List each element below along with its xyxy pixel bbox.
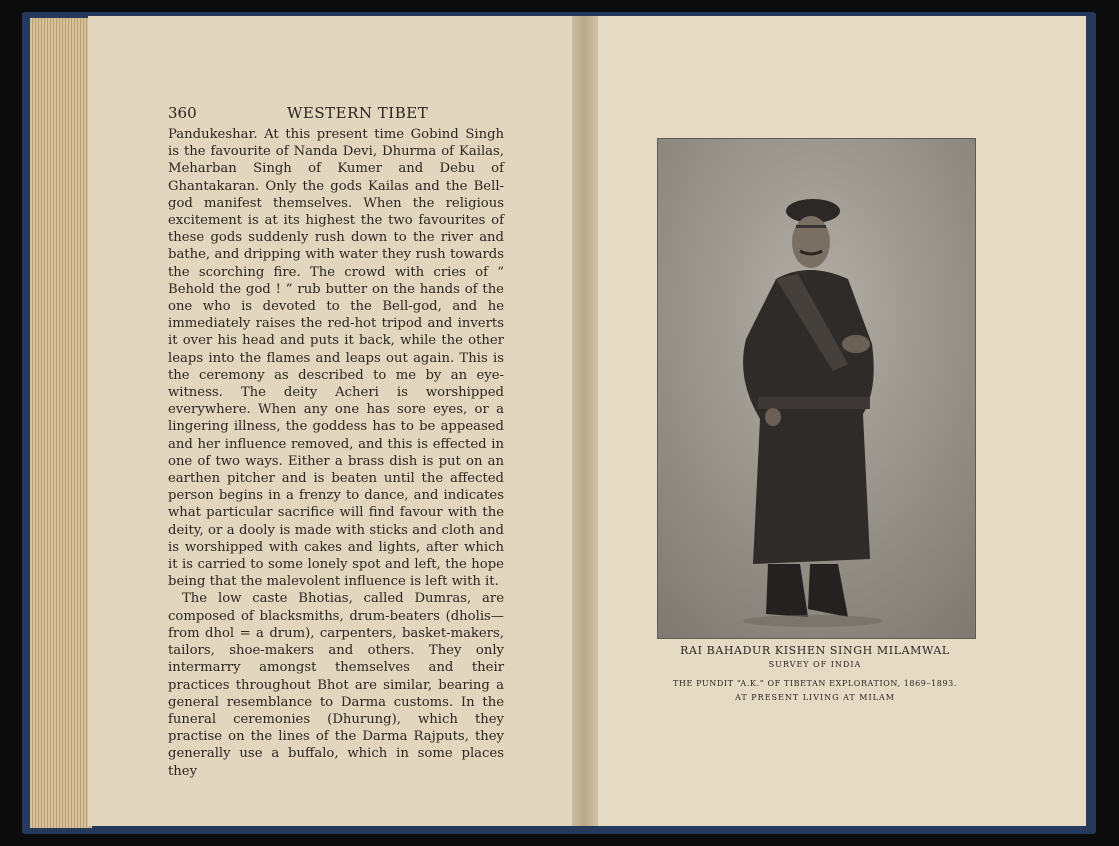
book-gutter bbox=[572, 16, 598, 826]
caption-subtitle: SURVEY OF INDIA bbox=[768, 660, 862, 669]
portrait-figure bbox=[658, 139, 975, 638]
caption-title: RAI BAHADUR KISHEN SINGH MILAMWAL bbox=[680, 644, 950, 657]
page-number: 360 bbox=[168, 104, 197, 122]
caption-description: THE PUNDIT “A.K.” OF TIBETAN EXPLORATION, 1869–1893. bbox=[673, 679, 957, 688]
page-edges bbox=[30, 18, 92, 828]
caption-location: AT PRESENT LIVING AT MILAM bbox=[735, 693, 895, 702]
body-text bbox=[168, 126, 504, 780]
running-head: WESTERN TIBET bbox=[287, 104, 429, 122]
paragraph-1: Pandukeshar. At this present time Gobind Singh is the favourite of Nanda Devi, Dhurma of Kailas, Meharban Singh of Kumer and Debu of Ghantakaran. Only the gods Kailas and the Bell-god manifest themselves. When the religious excitement is at its highest the two favourites of these gods suddenly rush down to the river and bathe, and dripping with water they rush towards the scorching fire. The crowd with cries of “ Behold the god ! ” rub butter on the hands of the one who is devoted to the Bell-god, and he immediately raises the red-hot tripod and inverts it over his head and puts it back, while the other leaps into the flames and leaps out again. This is the ceremony as described to me by an eye-witness. The deity Acheri is worshipped everywhere. When any one has sore eyes, or a lingering illness, the goddess has to be appeased and her influence removed, and this is effected in one of two ways. Either a brass dish is put on an earthen pitcher and is beaten until the affected person begins in a frenzy to dance, and indicates what particular sacrifice will find favour with the deity, or a dooly is made with sticks and cloth and is worshipped with cakes and lights, after which it is carried to some lonely spot and left, the hope being that the malevolent influence is left with it. bbox=[168, 127, 504, 590]
paragraph-2: The low caste Bhotias, called Dumras, are composed of blacksmiths, drum-beaters (dholis—from dhol = a drum), carpenters, basket-makers, tailors, shoe-makers and others. They only intermarry amongst themselves and their practices throughout Bhot are similar, bearing a general resemblance to Darma customs. In the funeral ceremonies (Dhurung), which they practise on the lines of the Darma Rajputs, they generally use a buffalo, which in some places they bbox=[168, 591, 504, 779]
portrait-photo bbox=[657, 138, 976, 639]
